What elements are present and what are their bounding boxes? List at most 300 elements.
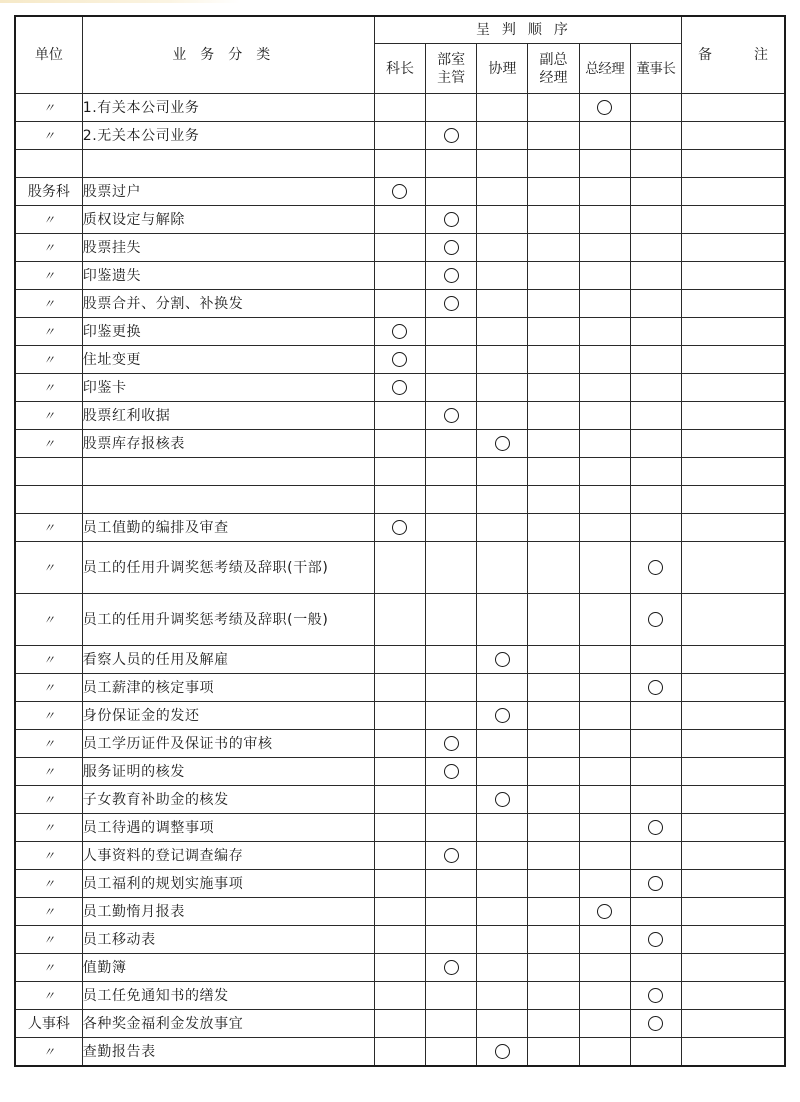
approval-cell-assistant-manager	[477, 786, 528, 814]
unit-cell: 〃	[15, 290, 82, 318]
unit-cell: 〃	[15, 430, 82, 458]
approval-cell-assistant-manager	[477, 374, 528, 402]
approval-cell-general-manager	[579, 594, 630, 646]
approval-cell-section-chief	[374, 786, 425, 814]
approval-cell-assistant-manager	[477, 150, 528, 178]
approval-cell-general-manager	[579, 514, 630, 542]
header-role-dept-head: 部室 主管	[426, 44, 477, 94]
approval-cell-dept-head	[426, 374, 477, 402]
approval-cell-dept-head	[426, 486, 477, 514]
approval-cell-dept-head	[426, 94, 477, 122]
remarks-cell	[682, 178, 786, 206]
unit-cell: 〃	[15, 926, 82, 954]
approval-circle-icon	[648, 612, 663, 627]
approval-cell-section-chief	[374, 842, 425, 870]
approval-cell-deputy-gm	[528, 178, 579, 206]
business-item-cell: 子女教育补助金的核发	[82, 786, 374, 814]
approval-cell-deputy-gm	[528, 758, 579, 786]
approval-circle-icon	[392, 520, 407, 535]
business-item-cell: 员工的任用升调奖惩考绩及辞职(干部)	[82, 542, 374, 594]
approval-circle-icon	[444, 268, 459, 283]
approval-cell-dept-head	[426, 702, 477, 730]
remarks-cell	[682, 1038, 786, 1067]
approval-cell-deputy-gm	[528, 318, 579, 346]
approval-cell-deputy-gm	[528, 926, 579, 954]
unit-cell: 〃	[15, 262, 82, 290]
business-item-cell: 员工薪津的核定事项	[82, 674, 374, 702]
business-item-cell: 员工待遇的调整事项	[82, 814, 374, 842]
approval-cell-dept-head	[426, 122, 477, 150]
business-item-cell: 1.有关本公司业务	[82, 94, 374, 122]
approval-cell-assistant-manager	[477, 458, 528, 486]
approval-circle-icon	[648, 988, 663, 1003]
approval-cell-general-manager	[579, 982, 630, 1010]
approval-cell-deputy-gm	[528, 898, 579, 926]
approval-circle-icon	[648, 876, 663, 891]
unit-cell: 〃	[15, 646, 82, 674]
approval-cell-chairman	[630, 842, 681, 870]
business-item-cell: 看察人员的任用及解雇	[82, 646, 374, 674]
table-row	[15, 954, 785, 982]
approval-cell-assistant-manager	[477, 234, 528, 262]
approval-cell-chairman	[630, 514, 681, 542]
approval-cell-deputy-gm	[528, 402, 579, 430]
business-item-cell: 股票过户	[82, 178, 374, 206]
approval-cell-general-manager	[579, 262, 630, 290]
approval-cell-deputy-gm	[528, 122, 579, 150]
business-item-cell: 各种奖金福利金发放事宜	[82, 1010, 374, 1038]
remarks-cell	[682, 374, 786, 402]
approval-cell-chairman	[630, 786, 681, 814]
remarks-cell	[682, 954, 786, 982]
approval-cell-section-chief	[374, 234, 425, 262]
approval-cell-deputy-gm	[528, 674, 579, 702]
approval-cell-general-manager	[579, 898, 630, 926]
remarks-cell	[682, 814, 786, 842]
approval-cell-general-manager	[579, 1038, 630, 1067]
approval-cell-general-manager	[579, 178, 630, 206]
approval-cell-section-chief	[374, 982, 425, 1010]
unit-cell: 〃	[15, 786, 82, 814]
unit-cell: 〃	[15, 206, 82, 234]
unit-cell: 〃	[15, 234, 82, 262]
approval-cell-deputy-gm	[528, 150, 579, 178]
business-item-cell: 身份保证金的发还	[82, 702, 374, 730]
unit-cell: 〃	[15, 374, 82, 402]
approval-cell-deputy-gm	[528, 514, 579, 542]
approval-cell-dept-head	[426, 786, 477, 814]
remarks-cell	[682, 122, 786, 150]
unit-cell: 〃	[15, 898, 82, 926]
business-item-cell: 员工值勤的编排及审查	[82, 514, 374, 542]
approval-cell-general-manager	[579, 758, 630, 786]
approval-circle-icon	[648, 1016, 663, 1031]
table-row	[15, 402, 785, 430]
business-item-cell: 员工勤惰月报表	[82, 898, 374, 926]
approval-cell-general-manager	[579, 346, 630, 374]
scan-edge-strip	[0, 0, 240, 3]
business-item-cell: 员工任免通知书的缮发	[82, 982, 374, 1010]
approval-cell-deputy-gm	[528, 374, 579, 402]
table-row	[15, 234, 785, 262]
approval-cell-assistant-manager	[477, 290, 528, 318]
approval-cell-deputy-gm	[528, 206, 579, 234]
business-item-cell: 质权设定与解除	[82, 206, 374, 234]
table-row	[15, 346, 785, 374]
approval-cell-section-chief	[374, 346, 425, 374]
approval-cell-general-manager	[579, 234, 630, 262]
approval-cell-assistant-manager	[477, 262, 528, 290]
business-item-cell: 股票合并、分割、补换发	[82, 290, 374, 318]
approval-cell-chairman	[630, 674, 681, 702]
unit-cell: 〃	[15, 758, 82, 786]
remarks-cell	[682, 486, 786, 514]
unit-cell: 〃	[15, 542, 82, 594]
approval-cell-chairman	[630, 982, 681, 1010]
approval-cell-section-chief	[374, 178, 425, 206]
approval-cell-chairman	[630, 290, 681, 318]
approval-cell-deputy-gm	[528, 542, 579, 594]
approval-cell-section-chief	[374, 646, 425, 674]
approval-cell-general-manager	[579, 954, 630, 982]
approval-cell-deputy-gm	[528, 290, 579, 318]
approval-cell-chairman	[630, 870, 681, 898]
approval-cell-section-chief	[374, 402, 425, 430]
approval-cell-deputy-gm	[528, 1038, 579, 1067]
approval-cell-chairman	[630, 430, 681, 458]
approval-cell-dept-head	[426, 982, 477, 1010]
approval-cell-dept-head	[426, 262, 477, 290]
approval-cell-section-chief	[374, 730, 425, 758]
table-row	[15, 1010, 785, 1038]
approval-cell-assistant-manager	[477, 346, 528, 374]
business-item-cell	[82, 486, 374, 514]
approval-cell-section-chief	[374, 926, 425, 954]
approval-circle-icon	[597, 100, 612, 115]
approval-cell-section-chief	[374, 542, 425, 594]
approval-cell-deputy-gm	[528, 430, 579, 458]
approval-cell-chairman	[630, 758, 681, 786]
business-item-cell: 员工移动表	[82, 926, 374, 954]
approval-cell-general-manager	[579, 926, 630, 954]
approval-cell-dept-head	[426, 150, 477, 178]
table-row	[15, 150, 785, 178]
table-row	[15, 122, 785, 150]
approval-cell-dept-head	[426, 954, 477, 982]
approval-cell-general-manager	[579, 402, 630, 430]
approval-cell-chairman	[630, 318, 681, 346]
approval-cell-deputy-gm	[528, 262, 579, 290]
approval-circle-icon	[444, 240, 459, 255]
table-header	[15, 16, 785, 94]
table-row	[15, 374, 785, 402]
table-body	[15, 94, 785, 1067]
approval-cell-deputy-gm	[528, 814, 579, 842]
approval-cell-assistant-manager	[477, 982, 528, 1010]
approval-cell-section-chief	[374, 262, 425, 290]
unit-cell: 〃	[15, 94, 82, 122]
approval-cell-assistant-manager	[477, 1010, 528, 1038]
approval-circle-icon	[597, 904, 612, 919]
approval-cell-chairman	[630, 542, 681, 594]
unit-cell: 股务科	[15, 178, 82, 206]
approval-cell-assistant-manager	[477, 674, 528, 702]
approval-cell-general-manager	[579, 786, 630, 814]
table-row	[15, 430, 785, 458]
approval-circle-icon	[444, 212, 459, 227]
approval-cell-general-manager	[579, 318, 630, 346]
header-role-section-chief: 科长	[374, 44, 425, 94]
unit-cell: 〃	[15, 982, 82, 1010]
unit-cell: 〃	[15, 1038, 82, 1067]
approval-cell-chairman	[630, 702, 681, 730]
approval-cell-dept-head	[426, 870, 477, 898]
approval-cell-chairman	[630, 458, 681, 486]
approval-circle-icon	[444, 960, 459, 975]
approval-cell-general-manager	[579, 290, 630, 318]
approval-cell-chairman	[630, 730, 681, 758]
unit-cell: 〃	[15, 674, 82, 702]
unit-cell: 〃	[15, 730, 82, 758]
approval-cell-general-manager	[579, 702, 630, 730]
approval-cell-chairman	[630, 402, 681, 430]
unit-cell: 〃	[15, 594, 82, 646]
remarks-cell	[682, 430, 786, 458]
approval-cell-section-chief	[374, 94, 425, 122]
table-row	[15, 542, 785, 594]
approval-circle-icon	[392, 380, 407, 395]
approval-cell-dept-head	[426, 674, 477, 702]
approval-cell-dept-head	[426, 926, 477, 954]
unit-cell: 〃	[15, 842, 82, 870]
approval-cell-general-manager	[579, 122, 630, 150]
table-row	[15, 842, 785, 870]
approval-cell-deputy-gm	[528, 730, 579, 758]
approval-circle-icon	[392, 352, 407, 367]
business-item-cell: 印鉴遗失	[82, 262, 374, 290]
approval-cell-deputy-gm	[528, 954, 579, 982]
table-row	[15, 730, 785, 758]
approval-circle-icon	[495, 436, 510, 451]
approval-cell-chairman	[630, 262, 681, 290]
approval-cell-deputy-gm	[528, 982, 579, 1010]
approval-cell-chairman	[630, 926, 681, 954]
approval-circle-icon	[444, 736, 459, 751]
remarks-cell	[682, 982, 786, 1010]
approval-cell-deputy-gm	[528, 1010, 579, 1038]
approval-cell-deputy-gm	[528, 702, 579, 730]
business-item-cell: 服务证明的核发	[82, 758, 374, 786]
business-item-cell: 印鉴卡	[82, 374, 374, 402]
business-item-cell: 值勤簿	[82, 954, 374, 982]
approval-circle-icon	[495, 708, 510, 723]
approval-cell-section-chief	[374, 206, 425, 234]
table-row	[15, 206, 785, 234]
header-role-assistant-manager: 协理	[477, 44, 528, 94]
approval-cell-general-manager	[579, 94, 630, 122]
unit-cell: 〃	[15, 702, 82, 730]
approval-cell-dept-head	[426, 514, 477, 542]
approval-cell-dept-head	[426, 402, 477, 430]
approval-cell-chairman	[630, 814, 681, 842]
remarks-cell	[682, 1010, 786, 1038]
approval-cell-deputy-gm	[528, 646, 579, 674]
approval-cell-deputy-gm	[528, 458, 579, 486]
business-item-cell: 员工学历证件及保证书的审核	[82, 730, 374, 758]
approval-cell-dept-head	[426, 758, 477, 786]
approval-circle-icon	[648, 820, 663, 835]
approval-cell-section-chief	[374, 430, 425, 458]
remarks-cell	[682, 898, 786, 926]
remarks-cell	[682, 730, 786, 758]
approval-cell-assistant-manager	[477, 870, 528, 898]
approval-cell-section-chief	[374, 122, 425, 150]
header-remarks: 备 注	[682, 16, 786, 94]
header-category: 业务分类	[82, 16, 374, 94]
business-item-cell	[82, 458, 374, 486]
approval-cell-section-chief	[374, 374, 425, 402]
approval-cell-deputy-gm	[528, 486, 579, 514]
approval-cell-general-manager	[579, 542, 630, 594]
remarks-cell	[682, 290, 786, 318]
approval-cell-general-manager	[579, 870, 630, 898]
table-row	[15, 926, 785, 954]
approval-cell-section-chief	[374, 870, 425, 898]
approval-cell-general-manager	[579, 150, 630, 178]
approval-circle-icon	[648, 560, 663, 575]
remarks-cell	[682, 870, 786, 898]
table-row	[15, 458, 785, 486]
approval-cell-assistant-manager	[477, 514, 528, 542]
approval-cell-general-manager	[579, 814, 630, 842]
approval-circle-icon	[444, 296, 459, 311]
approval-cell-assistant-manager	[477, 318, 528, 346]
approval-cell-dept-head	[426, 646, 477, 674]
business-item-cell: 股票挂失	[82, 234, 374, 262]
remarks-cell	[682, 758, 786, 786]
approval-cell-section-chief	[374, 1010, 425, 1038]
approval-cell-dept-head	[426, 234, 477, 262]
approval-cell-assistant-manager	[477, 898, 528, 926]
approval-cell-dept-head	[426, 730, 477, 758]
approval-cell-dept-head	[426, 1038, 477, 1067]
business-item-cell: 印鉴更换	[82, 318, 374, 346]
business-item-cell: 员工福利的规划实施事项	[82, 870, 374, 898]
approval-cell-chairman	[630, 1010, 681, 1038]
approval-cell-chairman	[630, 898, 681, 926]
approval-cell-general-manager	[579, 1010, 630, 1038]
remarks-cell	[682, 402, 786, 430]
approval-cell-assistant-manager	[477, 954, 528, 982]
unit-cell: 〃	[15, 514, 82, 542]
approval-cell-assistant-manager	[477, 702, 528, 730]
approval-circle-icon	[495, 652, 510, 667]
table-row	[15, 646, 785, 674]
approval-circle-icon	[444, 128, 459, 143]
approval-cell-chairman	[630, 206, 681, 234]
approval-cell-chairman	[630, 486, 681, 514]
approval-cell-assistant-manager	[477, 814, 528, 842]
unit-cell	[15, 150, 82, 178]
business-item-cell: 股票红利收据	[82, 402, 374, 430]
approval-circle-icon	[444, 848, 459, 863]
approval-cell-chairman	[630, 594, 681, 646]
approval-cell-assistant-manager	[477, 206, 528, 234]
approval-cell-general-manager	[579, 486, 630, 514]
unit-cell: 〃	[15, 870, 82, 898]
approval-cell-general-manager	[579, 842, 630, 870]
approval-cell-deputy-gm	[528, 786, 579, 814]
approval-circle-icon	[648, 680, 663, 695]
table-row	[15, 702, 785, 730]
approval-cell-deputy-gm	[528, 870, 579, 898]
remarks-cell	[682, 206, 786, 234]
approval-circle-icon	[648, 932, 663, 947]
unit-cell	[15, 486, 82, 514]
table-row	[15, 486, 785, 514]
remarks-cell	[682, 542, 786, 594]
approval-cell-section-chief	[374, 954, 425, 982]
approval-cell-assistant-manager	[477, 758, 528, 786]
approval-cell-assistant-manager	[477, 94, 528, 122]
business-item-cell	[82, 150, 374, 178]
approval-cell-chairman	[630, 346, 681, 374]
approval-cell-general-manager	[579, 730, 630, 758]
approval-cell-assistant-manager	[477, 402, 528, 430]
remarks-cell	[682, 514, 786, 542]
remarks-cell	[682, 318, 786, 346]
approval-cell-section-chief	[374, 458, 425, 486]
approval-cell-section-chief	[374, 514, 425, 542]
approval-cell-dept-head	[426, 458, 477, 486]
approval-cell-section-chief	[374, 898, 425, 926]
approval-cell-dept-head	[426, 898, 477, 926]
approval-cell-section-chief	[374, 674, 425, 702]
unit-cell: 〃	[15, 954, 82, 982]
approval-cell-chairman	[630, 94, 681, 122]
approval-cell-assistant-manager	[477, 594, 528, 646]
approval-cell-assistant-manager	[477, 842, 528, 870]
approval-cell-dept-head	[426, 206, 477, 234]
approval-cell-general-manager	[579, 206, 630, 234]
approval-cell-section-chief	[374, 702, 425, 730]
approval-cell-dept-head	[426, 594, 477, 646]
unit-cell: 〃	[15, 346, 82, 374]
approval-cell-general-manager	[579, 374, 630, 402]
approval-cell-general-manager	[579, 458, 630, 486]
unit-cell: 〃	[15, 318, 82, 346]
approval-cell-section-chief	[374, 814, 425, 842]
remarks-cell	[682, 646, 786, 674]
approval-cell-assistant-manager	[477, 486, 528, 514]
approval-cell-dept-head	[426, 842, 477, 870]
approval-circle-icon	[444, 764, 459, 779]
approval-cell-assistant-manager	[477, 542, 528, 594]
approval-circle-icon	[495, 1044, 510, 1059]
table-row	[15, 1038, 785, 1067]
approval-cell-general-manager	[579, 646, 630, 674]
approval-circle-icon	[495, 792, 510, 807]
table-row	[15, 674, 785, 702]
approval-cell-chairman	[630, 954, 681, 982]
approval-circle-icon	[392, 324, 407, 339]
table-row	[15, 94, 785, 122]
approval-cell-section-chief	[374, 290, 425, 318]
unit-cell: 〃	[15, 402, 82, 430]
header-role-general-manager: 总经理	[579, 44, 630, 94]
approval-order-table	[14, 15, 786, 1067]
approval-circle-icon	[444, 408, 459, 423]
